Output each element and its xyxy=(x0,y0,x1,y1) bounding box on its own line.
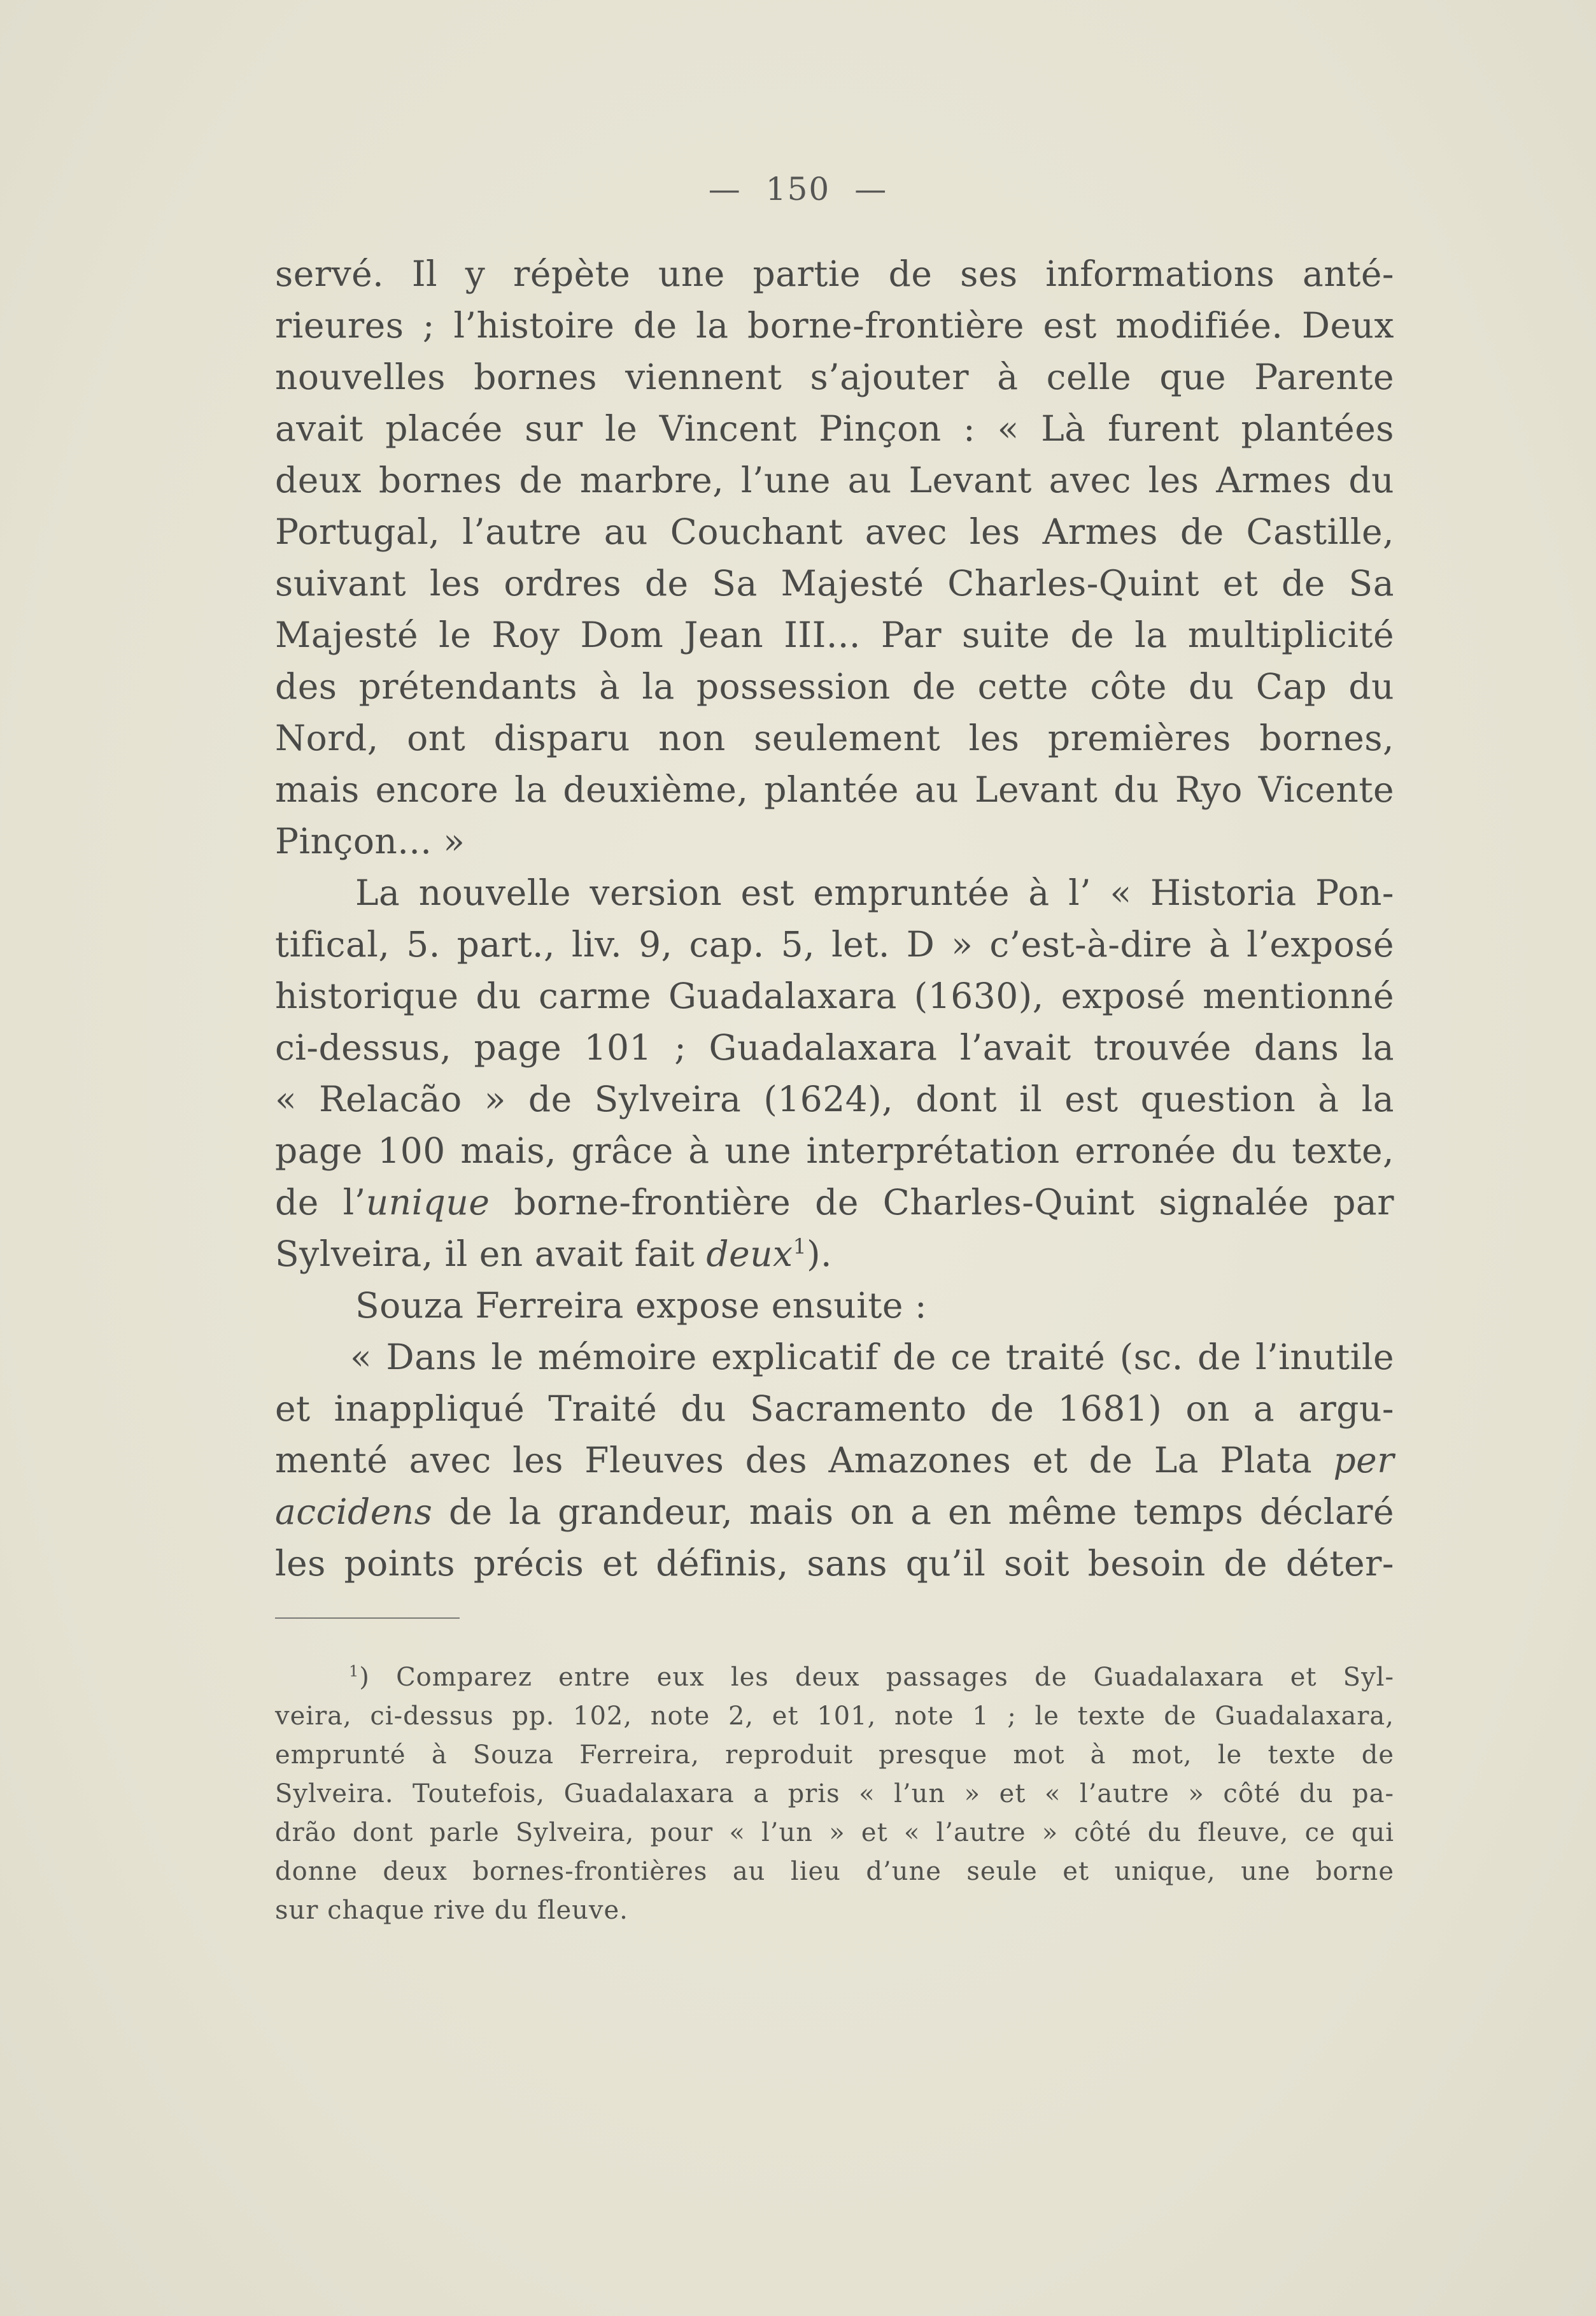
text-segment: ). xyxy=(807,1233,833,1274)
footnote-text: ) Comparez entre eux les deux passages de Guadalaxara et Syl- xyxy=(359,1663,1394,1692)
text-line xyxy=(275,1435,1394,1486)
footnote-line: sur chaque rive du fleuve. xyxy=(275,1896,628,1925)
text-line: « Relacão » de Sylveira (1624), dont il est question à la xyxy=(275,1079,1394,1119)
footnote-line: Sylveira. Toutefois, Guadalaxara a pris « l’un » et « l’autre » côté du pa- xyxy=(275,1779,1394,1808)
text-line xyxy=(275,1486,1394,1538)
text-line: des prétendants à la possession de cette côte du Cap du xyxy=(275,666,1394,707)
text-line: et inappliqué Traité du Sacramento de 1681) on a argu- xyxy=(275,1388,1394,1429)
header-dash-left: — xyxy=(708,171,742,208)
text-line: tifical, 5. part., liv. 9, cap. 5, let. D » c’est-à-dire à l’exposé xyxy=(275,924,1394,965)
text-line: Souza Ferreira expose ensuite : xyxy=(355,1285,927,1326)
text-line: suivant les ordres de Sa Majesté Charles-Quint et de Sa xyxy=(275,563,1394,604)
text-line: page 100 mais, grâce à une interprétation erronée du texte, xyxy=(275,1130,1394,1171)
text-line: mais encore la deuxième, plantée au Levant du Ryo Vicente xyxy=(275,769,1394,810)
text-line: avait placée sur le Vincent Pinçon : « Là furent plantées xyxy=(275,408,1394,449)
text-line: La nouvelle version est empruntée à l’ « Historia Pon- xyxy=(355,872,1394,913)
italic-word: unique xyxy=(365,1182,490,1223)
text-line: nouvelles bornes viennent s’ajouter à celle que Parente xyxy=(275,357,1394,397)
footnote-marker: 1 xyxy=(349,1662,360,1680)
text-line: Portugal, l’autre au Couchant avec les Armes de Castille, xyxy=(275,511,1394,552)
text-line: Pinçon... » xyxy=(275,821,465,862)
footnote-divider xyxy=(275,1617,460,1619)
text-line: Majesté le Roy Dom Jean III... Par suite de la multiplicité xyxy=(275,615,1394,655)
italic-word: deux xyxy=(706,1233,793,1274)
page-number: 150 xyxy=(765,171,831,208)
footnote-line xyxy=(275,1658,1394,1697)
footnote-reference: 1 xyxy=(793,1233,807,1259)
text-line: historique du carme Guadalaxara (1630), exposé mentionné xyxy=(275,976,1394,1016)
text-segment: borne-frontière de Charles-Quint signalée par xyxy=(490,1182,1395,1223)
text-segment: Sylveira, il en avait fait xyxy=(275,1233,707,1274)
text-line xyxy=(275,1177,1394,1228)
footnote-line: drão dont parle Sylveira, pour « l’un » et « l’autre » côté du fleuve, ce qui xyxy=(275,1818,1394,1847)
footnotes xyxy=(275,1658,1394,1930)
text-segment: de l’ xyxy=(275,1182,366,1223)
text-segment: menté avec les Fleuves des Amazones et de La Plata xyxy=(275,1440,1334,1481)
main-text xyxy=(275,248,1394,1589)
text-line: servé. Il y répète une partie de ses informations anté- xyxy=(275,253,1394,294)
text-line: Nord, ont disparu non seulement les premières bornes, xyxy=(275,718,1394,758)
text-segment: de la grandeur, mais on a en même temps déclaré xyxy=(432,1491,1394,1532)
text-line xyxy=(275,1228,1394,1280)
footnote-line: emprunté à Souza Ferreira, reproduit presque mot à mot, le texte de xyxy=(275,1740,1394,1770)
italic-word: accidens xyxy=(275,1491,433,1532)
footnote-line: donne deux bornes-frontières au lieu d’une seule et unique, une borne xyxy=(275,1857,1394,1886)
footnote-line: veira, ci-dessus pp. 102, note 2, et 101, note 1 ; le texte de Guadalaxara, xyxy=(275,1701,1394,1731)
italic-word: per xyxy=(1333,1440,1394,1481)
text-line: ci-dessus, page 101 ; Guadalaxara l’avait trouvée dans la xyxy=(275,1027,1394,1068)
text-line: deux bornes de marbre, l’une au Levant avec les Armes du xyxy=(275,460,1394,501)
text-line: rieures ; l’histoire de la borne-frontière est modifiée. Deux xyxy=(275,305,1394,346)
text-line: les points précis et définis, sans qu’il soit besoin de déter- xyxy=(275,1543,1394,1584)
page-header xyxy=(0,171,1596,208)
header-dash-right: — xyxy=(854,171,888,208)
text-line: « Dans le mémoire explicatif de ce traité (sc. de l’inutile xyxy=(350,1337,1394,1377)
